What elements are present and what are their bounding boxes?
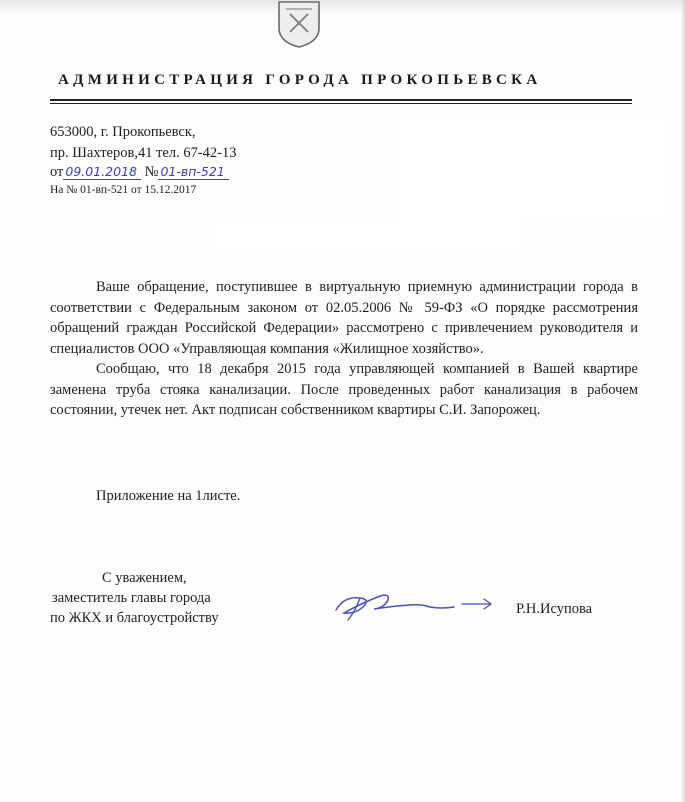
handwritten-signature <box>330 580 500 628</box>
organization-title: АДМИНИСТРАЦИЯ ГОРОДА ПРОКОПЬЕВСКА <box>58 72 542 88</box>
scan-shadow <box>0 0 685 14</box>
sender-address-line2: пр. Шахтеров,41 тел. 67-42-13 <box>50 145 237 161</box>
closing-block <box>50 568 219 628</box>
signer-name: Р.Н.Исупова <box>516 601 593 617</box>
attachment-note: Приложение на 1листе. <box>96 488 241 504</box>
incoming-reference: На № 01-вп-521 от 15.12.2017 <box>50 184 197 196</box>
closing-greeting: С уважением, <box>102 570 187 586</box>
scan-edge <box>681 0 685 802</box>
date-prefix: от <box>50 164 64 180</box>
signer-position-line1: заместитель главы города <box>52 590 211 606</box>
coat-of-arms-icon <box>276 0 322 48</box>
redacted-recipient-block <box>394 113 670 223</box>
handwritten-date: 09.01.2018 <box>63 165 141 180</box>
signer-position-line2: по ЖКХ и благоустройству <box>50 610 219 626</box>
outgoing-reference <box>50 164 229 181</box>
header-rule-thin <box>50 103 632 104</box>
redacted-salutation <box>210 222 520 254</box>
body-paragraph: Сообщаю, что 18 декабря 2015 года управляющей компанией в Вашей квартире заменена труба стояка канализации. После проведенных работ канализация в рабочем состоянии, утечек нет. Акт подписан собственником квартиры С.И. Запорожец. <box>50 361 638 418</box>
number-prefix: № <box>144 164 159 180</box>
header-rule <box>50 99 632 101</box>
body-paragraph: Ваше обращение, поступившее в виртуальную приемную администрации города в соответствии с Федеральным законом от 02.05.2006 № 59-ФЗ «О порядке рассмотрения обращений граждан Российской Федерации» рассмотрено с привлечением руководителя и специалистов ООО «Управляющая компания «Жилищное хозяйство». <box>50 279 638 357</box>
handwritten-number: 01-вп-521 <box>158 165 228 180</box>
sender-address-line1: 653000, г. Прокопьевск, <box>50 124 196 140</box>
letter-body <box>50 277 638 421</box>
